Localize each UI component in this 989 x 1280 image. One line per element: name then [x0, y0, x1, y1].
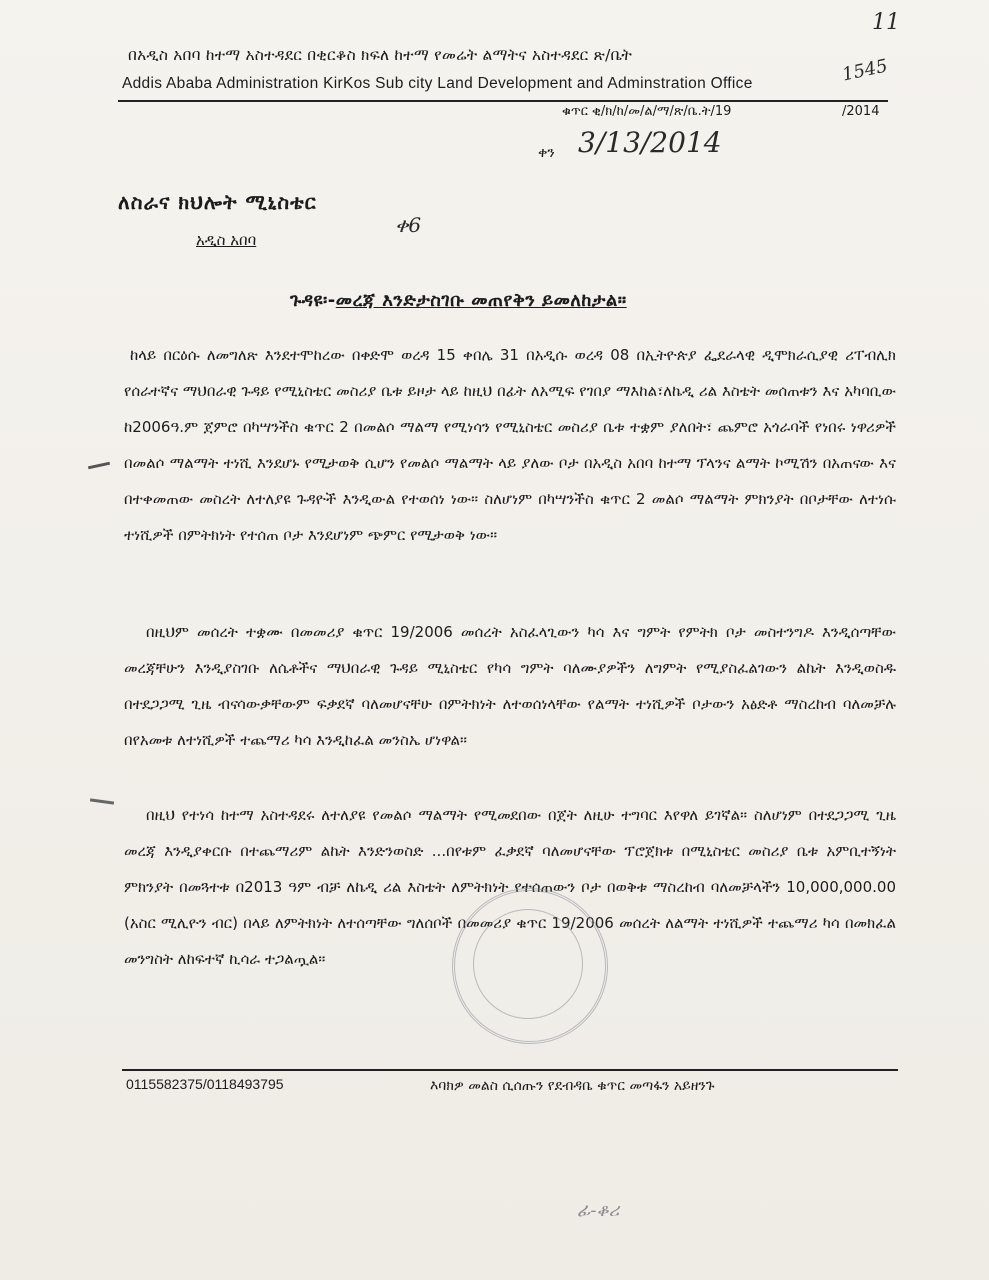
reference-number	[562, 104, 731, 119]
subject-line	[290, 290, 627, 311]
reference-label: ቁጥር ቂ/ክ/ከ/መ/ል/ማ/ጽ/ቤ.ት/19	[562, 104, 732, 119]
body-paragraph-1: ከላይ በርዕሱ ለመግለጽ እንደተሞከረው በቀድሞ ወረዳ 15 ቀበሌ 31 በአዲሱ ወረዳ 08 በኢትዮጵያ ፌደራላዊ ዲሞክራሲያዊ ሪፐብሊክ የሰራተኛና ማህበራዊ ጉዳይ የሚኒስቴር መስሪያ ቤቱ ይዞታ ላይ ከዚህ በፊት ለአሚፍ የገበያ ማእከል፣ለኬዲ ሪል እስቴት መሰጠቱን እና አካባቢው ከ2006ዓ.ም ጀምሮ በካሣንችስ ቁጥር 2 በመልሶ ማልማ የሚነሳን የሚኒስቴር መስሪያ ቤቱ ተቋም ያለበት፣ ጨምሮ አጎራባች የነበሩ ነዋሪዎች በመልሶ ማልማት ተነሺ እንደሆኑ የሚታወቅ ሲሆን የመልሶ ማልማት ላይ ያለው ቦታ በአዲስ አበባ ከተማ ፕላንና ልማት ኮሚሽን በአጠናው እና በተቀመጠው መስረት ለተለያዩ ጉዳዮች እንዲውል የተወሰነ ነው። ስለሆነም በካሣንችስ ቁጥር 2 መልሶ ማልማት ምክንያት በቦታቸው ለተነሱ ተነሺዎች በምትክነት የተሰጠ ቦታ እንደሆነም ጭምር የሚታወቅ ነው።	[124, 346, 896, 544]
letterhead-divider	[118, 100, 888, 102]
body-paragraph-2: በዚህም መሰረት ተቋሙ በመመሪያ ቁጥር 19/2006 መሰረት አስፈላጊውን ካሳ እና ግምት የምትክ ቦታ መስተንግዶ እንዲሰጣቸው መረጃቸሁን እንዲያስገቡ ለሴቶችና ማህበራዊ ጉዳይ ሚኒስቴር የካሳ ግምት ባለሙያዎችን ለግምት የሚያስፈልገውን ልኬት እንዲወስዱ በተደጋጋሚ ጊዜ ብናሳውቃቸውም ፍቃደኛ ባለመሆናቸሁ በምትክነት ለተወሰነላቸው የልማት ተነሺዎች ቦታውን አፅድቶ ማስረከብ ባለመቻሉ በየአመቱ ለተነሺዎች ተጨማሪ ካሳ እንዲከፈል መንስኤ ሆነዋል።	[124, 623, 896, 749]
recipient-title: ለስራና ክህሎት ሚኒስቴር	[118, 190, 317, 214]
subject-text: መረጃ እንድታስገቡ መጠየቅን ይመለከታል።	[335, 290, 627, 311]
date-label: ቀን	[538, 145, 555, 161]
reference-year: /2014	[842, 104, 880, 119]
margin-mark	[90, 798, 114, 804]
footer-divider	[122, 1069, 898, 1071]
recipient-city: አዲስ አበባ	[196, 231, 257, 249]
subject-prefix: ጉዳዩ፡-	[290, 290, 336, 311]
signature-mark: ፊ-ቆሪ	[577, 1200, 620, 1221]
date-value: 3/13/2014	[578, 126, 722, 159]
official-stamp	[452, 888, 608, 1044]
handwritten-number: 1545	[840, 55, 890, 86]
handwritten-note: ቀ6	[395, 213, 422, 237]
body-paragraph-3: በዚህ የተነሳ ከተማ አስተዳደሩ ለተለያዩ የመልሶ ማልማት የሚመደበው በጀት ለዚሁ ተግባር እየዋለ ይገኛል። ስለሆነም በተደጋጋሚ ጊዜ መረጃ እንዲያቀርቡ በተጨማሪም ልኬት እንድንወስድ ...በየቱም ፈቃደኛ ባለመሆናቸው ፕሮጀክቱ በሚኒስቴር መስሪያ ቤቱ አምቢተኝነት ምክንያት በመጓተቱ በ2013 ዓም ብቻ ለኬዲ ሪል እስቴት ለምትክነት የተሰጠውን ቦታ በወቅቱ ማስረከብ ባለመቻላችን 10,000,000.00 (አስር ሚሊዮን ብር) በላይ ለምትክነት ለተሰጣቸው ግለሰቦች በመመሪያ ቁጥር 19/2006 መሰረት ለልማት ተነሺዎች ተጨማሪ ካሳ በመክፈል መንግስት ለከፍተኛ ኪሳራ ተጋልጧል።	[124, 806, 897, 968]
margin-mark	[88, 462, 110, 470]
footer-note: እባክዎ መልስ ሲሰጡን የደብዳቤ ቁጥር መጣፋን አይዘንጉ	[430, 1078, 715, 1094]
corner-page-mark: 11	[872, 10, 900, 35]
letterhead-english: Addis Ababa Administration KirKos Sub city Land Development and Adminstration Office	[122, 75, 753, 92]
letterhead-amharic: በአዲስ አበባ ከተማ አስተዳደር በቂርቆስ ክፍለ ከተማ የመሬት ልማትና አስተዳደር ጽ/ቤት	[128, 46, 633, 64]
footer-phone: 0115582375/0118493795	[126, 1076, 284, 1092]
